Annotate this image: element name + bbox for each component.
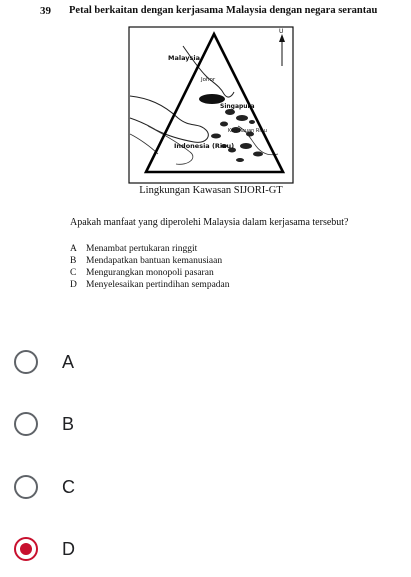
option-text: Mendapatkan bantuan kemanusiaan bbox=[86, 256, 223, 266]
map-caption: Lingkungan Kawasan SIJORI-GT bbox=[139, 185, 283, 196]
option-a bbox=[70, 243, 230, 255]
radio-b-icon[interactable] bbox=[14, 412, 38, 436]
option-text: Mengurangkan monopoli pasaran bbox=[86, 268, 214, 278]
map-figure bbox=[128, 26, 294, 184]
radio-d-icon[interactable] bbox=[14, 537, 38, 561]
option-letter: D bbox=[70, 280, 77, 290]
choice-b[interactable] bbox=[0, 402, 411, 452]
option-b bbox=[70, 255, 230, 267]
choice-label-c: C bbox=[62, 477, 75, 497]
choice-label-a: A bbox=[62, 352, 75, 372]
label-singapura: Singapura bbox=[220, 103, 255, 110]
question-prompt: Apakah manfaat yang diperolehi Malaysia dalam kerjasama tersebut? bbox=[70, 217, 349, 228]
label-indonesia-riau: Indonesia (Riau) bbox=[174, 142, 235, 150]
question-title: Petal berkaitan dengan kerjasama Malaysia dengan negara serantau bbox=[69, 5, 378, 16]
choice-label-d: D bbox=[62, 539, 75, 559]
sijori-map bbox=[128, 26, 294, 184]
choice-a[interactable] bbox=[0, 340, 411, 390]
option-letter: A bbox=[70, 244, 77, 254]
choice-d[interactable] bbox=[0, 527, 411, 577]
map-frame bbox=[129, 27, 293, 183]
question-options bbox=[70, 243, 230, 291]
option-text: Menyelesaikan pertindihan sempadan bbox=[86, 280, 230, 290]
label-malaysia: Malaysia bbox=[168, 54, 200, 62]
label-johor: Johor bbox=[201, 77, 216, 83]
question-number: 39 bbox=[40, 5, 51, 17]
choice-label-b: B bbox=[62, 414, 75, 434]
option-letter: C bbox=[70, 268, 77, 278]
option-d bbox=[70, 279, 230, 291]
svg-text:U: U bbox=[279, 28, 284, 35]
radio-c-icon[interactable] bbox=[14, 475, 38, 499]
option-c bbox=[70, 267, 230, 279]
choice-c[interactable] bbox=[0, 465, 411, 515]
option-letter: B bbox=[70, 256, 77, 266]
option-text: Menambat pertukaran ringgit bbox=[86, 244, 198, 254]
label-kepulauan-riau: Kepulauan Riau bbox=[228, 128, 267, 134]
radio-a-icon[interactable] bbox=[14, 350, 38, 374]
